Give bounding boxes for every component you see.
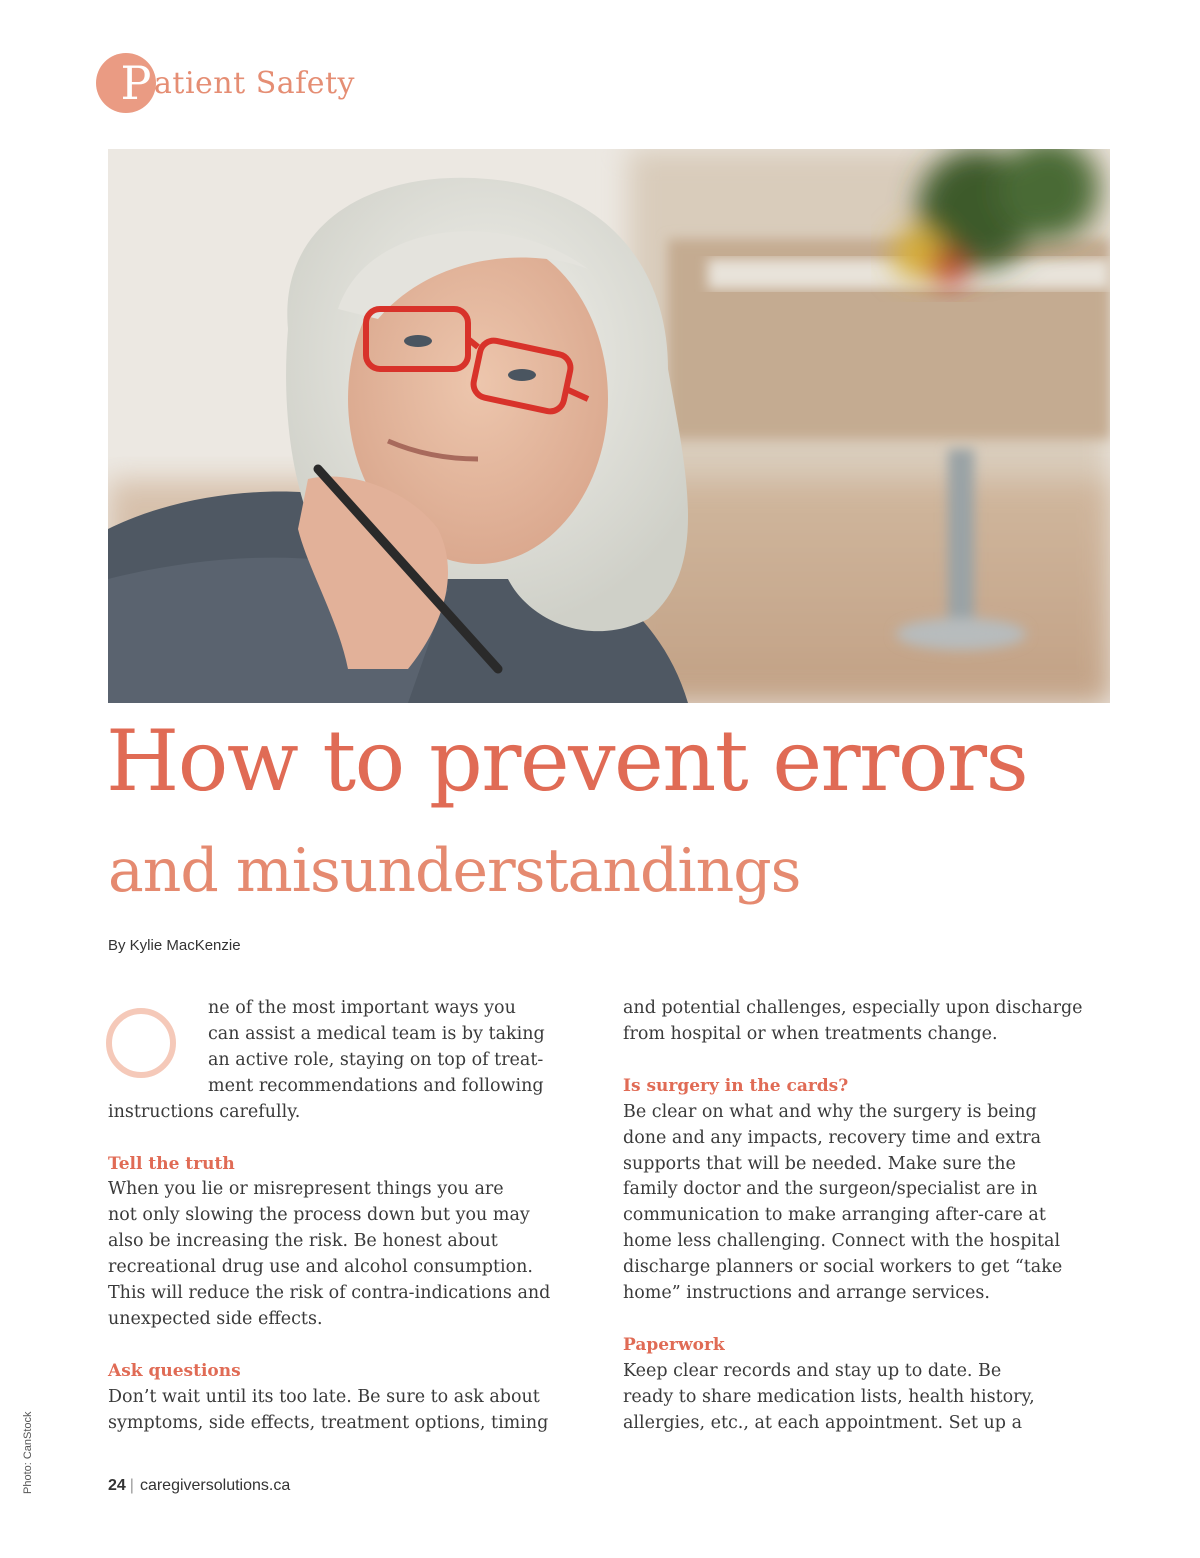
paragraph-ask-questions <box>108 1385 564 1437</box>
body-line: recreational drug use and alcohol consumption. <box>108 1257 533 1278</box>
dropcap-o-ring <box>106 1008 176 1078</box>
section-initial: P <box>120 56 152 110</box>
section-initial-badge <box>96 53 156 113</box>
body-line: ready to share medication lists, health history, <box>623 1386 1035 1407</box>
hero-photo <box>108 149 1110 703</box>
byline: By Kylie MacKenzie <box>108 937 241 954</box>
body-line: unexpected side effects. <box>108 1308 323 1329</box>
body-line: allergies, etc., at each appointment. Set up a <box>623 1412 1023 1433</box>
body-line: from hospital or when treatments change. <box>623 1023 998 1044</box>
subhead-surgery: Is surgery in the cards? <box>623 1075 849 1096</box>
page-footer <box>108 1477 290 1495</box>
body-line: and potential challenges, especially upon discharge <box>623 998 1083 1018</box>
paragraph-continued <box>623 996 1113 1048</box>
body-line: family doctor and the surgeon/specialist are in <box>623 1179 1038 1200</box>
body-line: supports that will be needed. Make sure the <box>623 1153 1016 1174</box>
headline-line-2: and misunderstandings <box>108 836 801 906</box>
article-column-right <box>623 996 1113 1437</box>
intro-line: ne of the most important ways you <box>208 998 516 1018</box>
article-column-left <box>108 996 564 1437</box>
paragraph-surgery <box>623 1100 1113 1307</box>
body-line: home” instructions and arrange services. <box>623 1283 990 1304</box>
paragraph-tell-the-truth <box>108 1177 564 1332</box>
body-line: communication to make arranging after-care at <box>623 1205 1046 1226</box>
photo-credit: Photo: CanStock <box>22 1411 34 1494</box>
body-line: When you lie or misrepresent things you are <box>108 1179 504 1200</box>
body-line: Keep clear records and stay up to date. Be <box>623 1360 1002 1381</box>
hero-photo-illustration <box>108 149 1110 703</box>
subhead-paperwork: Paperwork <box>623 1334 725 1355</box>
footer-separator: | <box>129 1477 134 1494</box>
section-header <box>96 52 355 114</box>
footer-site-link[interactable]: caregiversolutions.ca <box>139 1477 291 1494</box>
paragraph-paperwork <box>623 1359 1113 1437</box>
page-number: 24 <box>108 1477 126 1494</box>
intro-line: ment recommendations and following <box>208 1075 544 1096</box>
section-title: atient Safety <box>154 65 356 101</box>
body-line: Don’t wait until its too late. Be sure to ask about <box>108 1386 540 1407</box>
intro-line: instructions carefully. <box>108 1101 301 1122</box>
body-line: Be clear on what and why the surgery is being <box>623 1101 1037 1122</box>
body-line: discharge planners or social workers to get “take <box>623 1257 1063 1278</box>
body-line: not only slowing the process down but you may <box>108 1205 530 1226</box>
body-line: also be increasing the risk. Be honest about <box>108 1231 498 1252</box>
intro-line: can assist a medical team is by taking <box>208 1023 545 1044</box>
subhead-ask-questions: Ask questions <box>108 1360 241 1381</box>
intro-paragraph <box>108 996 564 1126</box>
intro-line: an active role, staying on top of treat- <box>208 1049 544 1070</box>
body-line: home less challenging. Connect with the hospital <box>623 1231 1061 1252</box>
body-line: symptoms, side effects, treatment options, timing <box>108 1412 549 1433</box>
body-line: This will reduce the risk of contra-indications and <box>108 1283 551 1304</box>
body-line: done and any impacts, recovery time and extra <box>623 1127 1042 1148</box>
headline-line-1: How to prevent errors <box>106 712 1028 810</box>
subhead-tell-the-truth: Tell the truth <box>108 1153 235 1174</box>
